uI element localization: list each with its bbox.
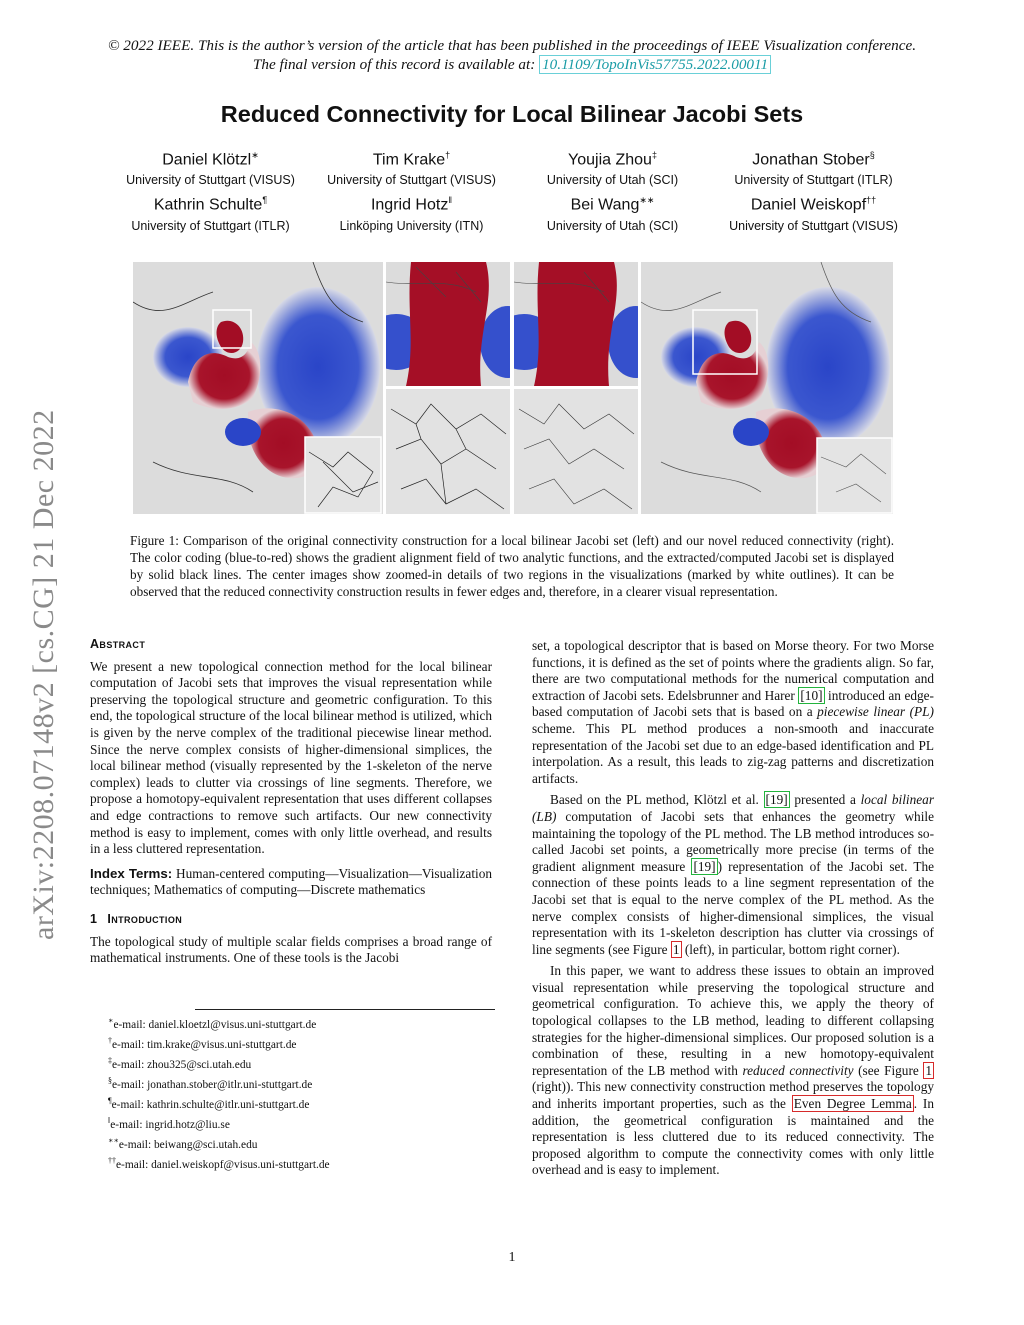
footnote: ‖e-mail: ingrid.hotz@liu.se: [108, 1116, 230, 1131]
intro-paragraph-2: Based on the PL method, Klötzl et al. [19] presented a local bilinear (LB) computation of Jacobi sets that enhances the geometry while maintaining the topology of the PL method. The LB method introduces so-called Jacobi set points, a geometrically more precise (in terms of the gradient alignment measure [19] ) representation of the Jacobi set. The connection of these points leads to a line segment representation of the Jacobi set that is equal to the nerve complex of the PL method. As the nerve complex consists of higher-dimensional simplices, the visual representation with its 1-skeleton description has clutter via crossings of line segments (see Figure 1 (left), in particular, bottom right corner).: [532, 792, 934, 957]
citation-link[interactable]: [19]: [765, 792, 788, 808]
index-terms: Index Terms: Human-centered computing—Visualization—Visualization techniques; Mathematics of computing—Discrete mathematics: [90, 865, 493, 898]
footnote: ∗e-mail: daniel.kloetzl@visus.uni-stuttgart.de: [108, 1016, 317, 1031]
intro-paragraph-start: The topological study of multiple scalar fields comprises a broad range of mathematical instruments. One of these tools is the Jacobi: [90, 933, 492, 966]
author: Kathrin Schulte¶ University of Stuttgart (ITLR): [131, 195, 290, 233]
intro-heading: 1 Introduction: [90, 911, 183, 926]
figure-caption: Figure 1: Comparison of the original connectivity construction for a local bilinear Jacobi set (left) and our novel reduced connectivity (right). The color coding (blue-to-red) shows the gradient alignment field of two analytic functions, and the extracted/computed Jacobi set is displayed by solid black lines. The center images show zoomed-in details of two regions in the visualizations (marked by white outlines). It can be observed that the reduced connectivity construction results in fewer edges and, therefore, in a clearer visual representation.: [130, 533, 894, 599]
author: Ingrid Hotz‖ Linköping University (ITN): [339, 195, 484, 233]
figure-zoom-bottom-right: [514, 389, 638, 514]
author: Jonathan Stober§ University of Stuttgart (ITLR): [734, 150, 893, 188]
citation-link[interactable]: [19]: [693, 858, 716, 874]
doi-link[interactable]: 10.1109/TopoInVis57755.2022.00011: [539, 55, 771, 74]
footnotes: [90, 1009, 492, 1173]
right-column: [532, 638, 934, 1179]
footnote: ‡e-mail: zhou325@sci.utah.edu: [108, 1056, 252, 1071]
footnote: ††e-mail: daniel.weiskopf@visus.uni-stuttgart.de: [108, 1156, 330, 1171]
author: Daniel Weiskopf†† University of Stuttgart (VISUS): [729, 195, 898, 233]
left-column: [90, 636, 492, 967]
footnote: ∗∗e-mail: beiwang@sci.utah.edu: [108, 1136, 258, 1151]
figure-ref-link[interactable]: 1: [925, 1062, 932, 1078]
figure-left-panel: [133, 262, 383, 514]
intro-paragraph-3: In this paper, we want to address these issues to obtain an improved visual representation while preserving the topological structure and geometrical configuration. To achieve this, we apply the theory of topological collapses to the LB method, leading to different collapsing strategies for the higher-dimensional simplices. Our proposed solution is a combination of these, resulting in a new homotopy-equivalent representation of the LB method with reduced connectivity (see Figure 1 (right)). This new connectivity construction method preserves the topology and inherits important properties, such as the Even Degree Lemma . In addition, the geometrical configuration is maintained and the representation is less cluttered due to its reduced connectivity. The proposed algorithm to compute the connectivity comes with only little overhead and is easy to implement.: [532, 963, 934, 1178]
author: Tim Krake† University of Stuttgart (VISUS): [327, 150, 496, 188]
footnote: †e-mail: tim.krake@visus.uni-stuttgart.de: [108, 1036, 297, 1051]
arxiv-stamp: arXiv:2208.07148v2 [cs.CG] 21 Dec 2022: [27, 409, 60, 940]
abstract-heading: Abstract: [90, 637, 146, 651]
figure-ref-link[interactable]: 1: [672, 941, 680, 957]
paper-title: Reduced Connectivity for Local Bilinear Jacobi Sets: [220, 101, 804, 127]
page-number: 1: [508, 1250, 516, 1265]
figure-zoom-bottom-left: [386, 389, 510, 514]
intro-paragraph-continued: set, a topological descriptor that is based on Morse theory. For two Morse functions, it is defined as the set of points where the gradients align. So far, there are two computational methods for the numerical computation and extraction of Jacobi sets. Edelsbrunner and Harer [10] introduced an edge-based computation of Jacobi sets that is based on a piecewise linear (PL) scheme. This PL method produces a non-smooth and inaccurate representation of the Jacobi set due to an edge-based identification and PL interpolation. As a result, this leads to zig-zag patterns and discretization artifacts.: [532, 638, 934, 786]
author: Youjia Zhou‡ University of Utah (SCI): [546, 150, 679, 188]
author: Bei Wang∗∗ University of Utah (SCI): [546, 195, 679, 233]
figure-zoom-top-right: [514, 262, 638, 386]
lemma-ref-link[interactable]: Even Degree Lemma: [793, 1096, 912, 1112]
citation-link[interactable]: [10]: [800, 687, 823, 703]
figure-zoom-top-left: [386, 262, 510, 386]
footnote: ¶e-mail: kathrin.schulte@itlr.uni-stuttgart.de: [108, 1096, 310, 1111]
figure-right-panel: [641, 262, 893, 514]
author: Daniel Klötzl∗ University of Stuttgart (VISUS): [126, 150, 295, 188]
abstract-text: We present a new topological connection method for the local bilinear computation of Jacobi sets that improves the visual representation while preserving the topological structure and geometric configuration. To this end, the topological structure of the local bilinear method is utilized, which is given by the nerve complex of the traditional piecewise linear method. Since the nerve complex consists of higher-dimensional simplices, the local bilinear method (visually represented by the 1-skeleton of the nerve complex) leads to clutter via crossings of line segments. Therefore, we propose a homotopy-equivalent representation that uses different collapses and edge contractions to remove such artifacts. Our new connectivity method is easy to implement, comes with only little overhead, and results in a less cluttered representation.: [90, 658, 492, 857]
copyright-notice: [100, 36, 924, 74]
author-block: [110, 145, 914, 236]
copyright-text: © 2022 IEEE. This is the author’s version of the article that has been published in the proceedings of IEEE Visualization conference. The final version of this record is available at:: [107, 37, 917, 73]
footnote: §e-mail: jonathan.stober@itlr.uni-stuttgart.de: [108, 1076, 313, 1091]
